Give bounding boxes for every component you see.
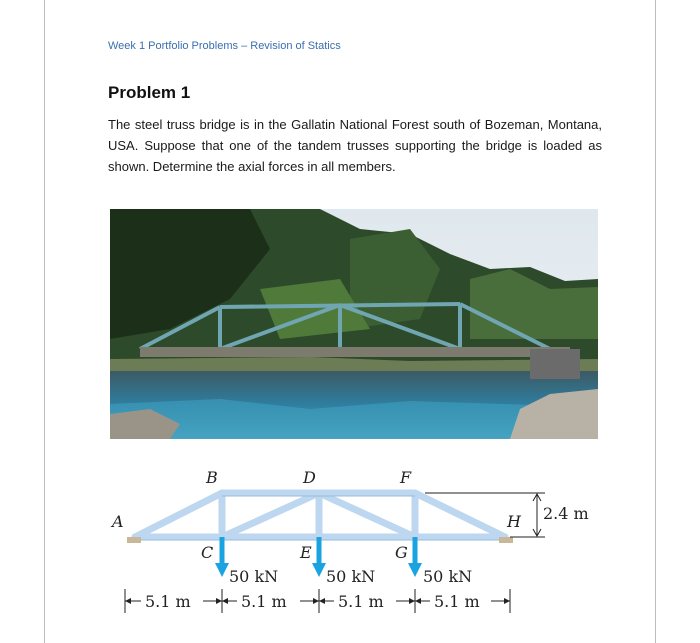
bridge-photo <box>110 209 598 439</box>
node-label-d: D <box>303 468 316 487</box>
problem-title: Problem 1 <box>108 83 191 102</box>
load-label-1: 50 kN <box>229 567 279 586</box>
height-label: 2.4 m <box>543 504 589 523</box>
node-label-e: E <box>300 543 312 562</box>
load-label-3: 50 kN <box>423 567 473 586</box>
span-label-3: 5.1 m <box>338 592 384 611</box>
node-label-a: A <box>112 512 124 531</box>
load-label-2: 50 kN <box>326 567 376 586</box>
running-header: Week 1 Portfolio Problems – Revision of Statics <box>108 40 341 52</box>
span-label-1: 5.1 m <box>145 592 191 611</box>
span-label-4: 5.1 m <box>434 592 480 611</box>
node-label-b: B <box>206 468 218 487</box>
truss-diagram <box>105 465 615 625</box>
node-label-h: H <box>507 512 521 531</box>
span-label-2: 5.1 m <box>241 592 287 611</box>
problem-statement: The steel truss bridge is in the Gallatin National Forest south of Bozeman, Montana, USA. Suppose that one of the tandem trusses supporting the bridge is loaded as shown. Determine the axial forces in all members. <box>108 117 602 174</box>
node-label-g: G <box>395 543 408 562</box>
node-label-c: C <box>201 543 214 562</box>
node-label-f: F <box>400 468 412 487</box>
truss-members <box>135 493 505 537</box>
